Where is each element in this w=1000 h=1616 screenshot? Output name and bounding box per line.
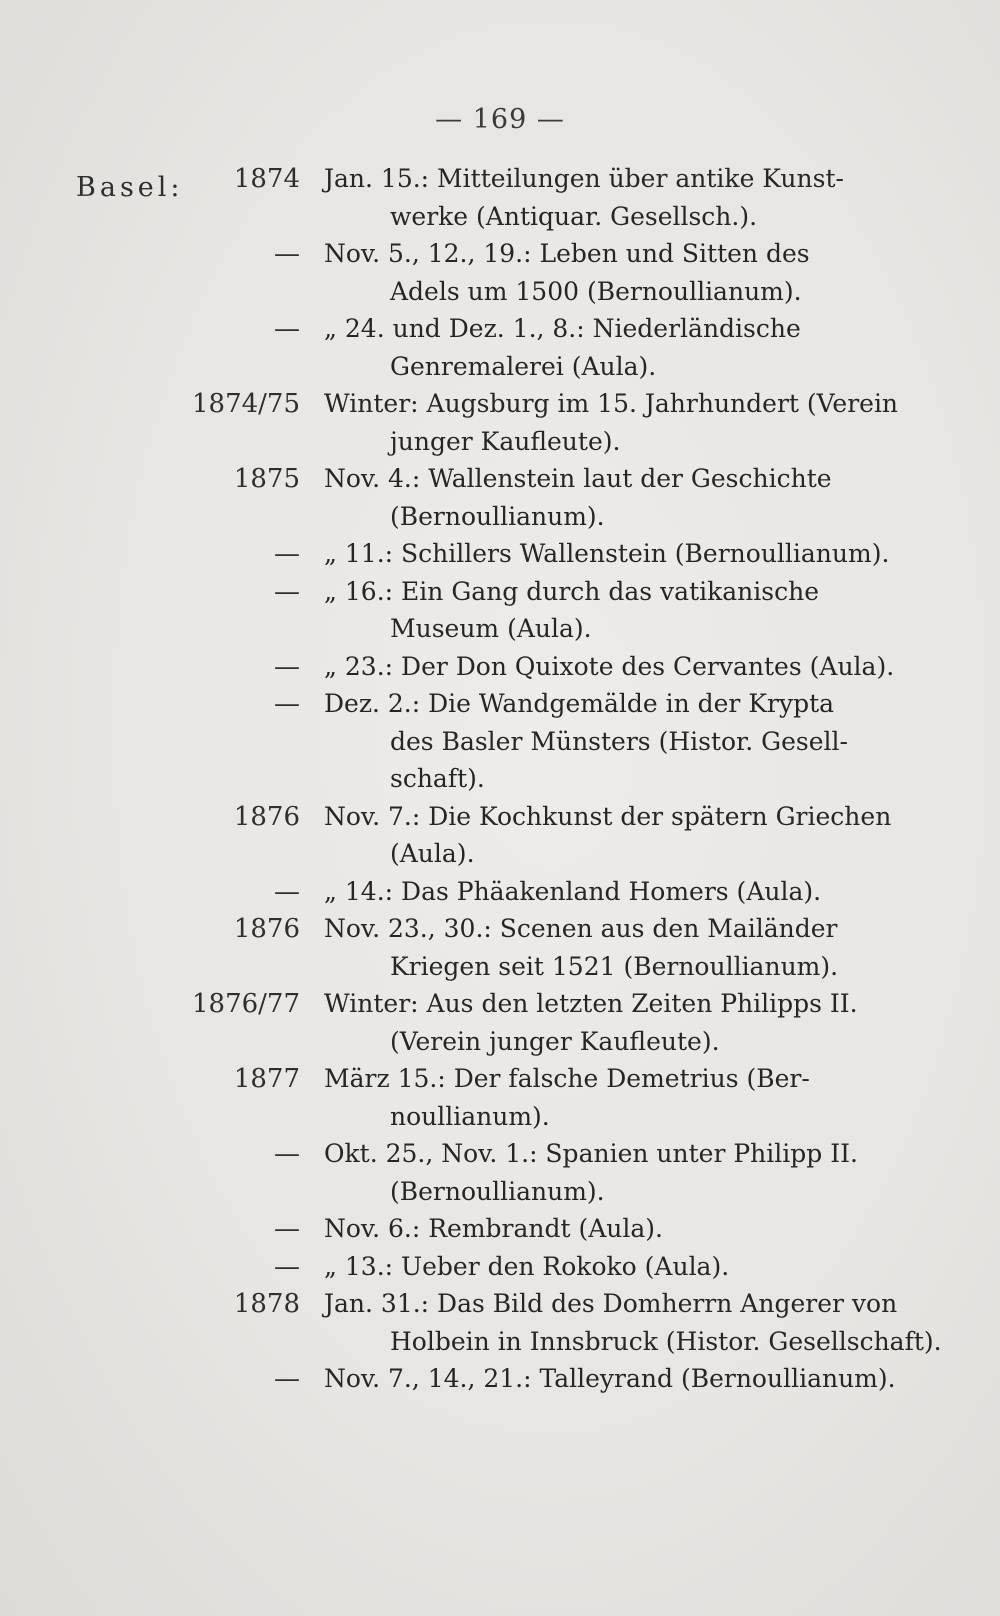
lecture-entry (0, 1135, 1000, 1210)
entry-line: Genremalerei (Aula). (390, 351, 657, 381)
entry-line: schaft). (390, 764, 485, 793)
entry-line: junger Kaufleute). (390, 426, 621, 456)
entry-year: — (274, 576, 300, 607)
entry-text (324, 573, 864, 648)
city-label: Basel: (76, 172, 184, 203)
lecture-entry (0, 685, 1000, 798)
entry-year: — (274, 314, 300, 344)
entry-line: „ 11.: Schillers Wallenstein (Bernoullianum). (324, 539, 890, 568)
entry-text (324, 310, 864, 385)
entry-line: Dez. 2.: Die Wandgemälde in der Krypta (324, 689, 835, 718)
entry-year: 1877 (233, 1064, 300, 1094)
entry-text (324, 1060, 864, 1135)
lecture-entry (0, 310, 1000, 385)
entry-text (324, 1135, 864, 1210)
lecture-entry (0, 385, 1000, 460)
entry-text (324, 1285, 942, 1360)
entry-year: — (274, 1139, 300, 1169)
lecture-entry (0, 235, 1000, 310)
entry-line: Nov. 4.: Wallenstein laut der Geschichte (324, 464, 832, 493)
entry-text (324, 160, 864, 235)
entry-line: Winter: Augsburg im 15. Jahrhundert (Verein (324, 389, 899, 418)
entry-line: werke (Antiquar. Gesellsch.). (390, 201, 758, 231)
entry-text (324, 1360, 896, 1398)
entry-text (324, 648, 895, 686)
entry-line: „ 13.: Ueber den Rokoko (Aula). (324, 1251, 730, 1281)
entry-line: (Aula). (390, 839, 475, 868)
lecture-entry (0, 535, 1000, 573)
entry-text (324, 798, 892, 873)
entry-year: — (274, 876, 300, 907)
entry-line: Okt. 25., Nov. 1.: Spanien unter Philipp II. (324, 1139, 858, 1168)
entry-year: — (274, 651, 300, 682)
entry-line: „ 14.: Das Phäakenland Homers (Aula). (324, 876, 822, 906)
entry-year: — (274, 1214, 300, 1244)
lecture-entry (0, 1060, 1000, 1135)
entry-year: 1876 (233, 801, 300, 832)
entry-line: Nov. 23., 30.: Scenen aus den Mailänder (324, 914, 838, 943)
entry-line: Kriegen seit 1521 (Bernoullianum). (390, 951, 839, 981)
entry-line: Museum (Aula). (390, 614, 592, 643)
entry-line: Jan. 15.: Mitteilungen über antike Kunst- (324, 164, 844, 193)
entry-line: (Verein junger Kaufleute). (390, 1026, 720, 1056)
lecture-list (0, 160, 1000, 1398)
lecture-entry (0, 1210, 1000, 1248)
entry-year: 1878 (233, 1289, 300, 1319)
entry-year: — (274, 539, 300, 569)
entry-year: 1875 (233, 464, 300, 494)
entry-line: Adels um 1500 (Bernoullianum). (390, 276, 802, 306)
entry-year: — (274, 1364, 300, 1394)
entry-year: — (274, 689, 300, 719)
entry-year: 1874 (233, 164, 300, 194)
lecture-entry (0, 648, 1000, 686)
entry-line: Holbein in Innsbruck (Histor. Gesellschaft). (390, 1326, 942, 1356)
entry-line: (Bernoullianum). (390, 501, 605, 531)
entry-line: Nov. 7., 14., 21.: Talleyrand (Bernoullianum). (324, 1364, 896, 1393)
entry-year: 1876 (233, 914, 300, 944)
entry-line: „ 24. und Dez. 1., 8.: Niederländische (324, 314, 801, 343)
entry-year: — (274, 239, 300, 269)
entry-text (324, 385, 899, 460)
entry-text (324, 1248, 864, 1286)
entry-line: März 15.: Der falsche Demetrius (Ber- (324, 1064, 810, 1093)
entry-year: 1874/75 (191, 389, 300, 419)
entry-text (324, 873, 864, 911)
lecture-entry (0, 910, 1000, 985)
entry-text (324, 535, 890, 573)
entry-line: Jan. 31.: Das Bild des Domherrn Angerer von (324, 1289, 898, 1318)
entry-line: „ 23.: Der Don Quixote des Cervantes (Aula). (324, 651, 895, 681)
entry-line: Nov. 7.: Die Kochkunst der spätern Griechen (324, 801, 892, 831)
lecture-entry (0, 1360, 1000, 1398)
entry-text (324, 910, 864, 985)
lecture-entry (0, 573, 1000, 648)
entry-line: Winter: Aus den letzten Zeiten Philipps II. (324, 989, 858, 1018)
lecture-entry (0, 160, 1000, 235)
entry-text (324, 235, 864, 310)
lecture-entry (0, 873, 1000, 911)
entry-line: Nov. 5., 12., 19.: Leben und Sitten des (324, 239, 810, 268)
entry-year: 1876/77 (191, 989, 300, 1019)
entry-year: — (274, 1251, 300, 1282)
lecture-entry (0, 460, 1000, 535)
entry-text (324, 685, 864, 798)
lecture-entry (0, 985, 1000, 1060)
entry-line: Nov. 6.: Rembrandt (Aula). (324, 1214, 663, 1243)
entry-line: noullianum). (390, 1101, 550, 1131)
entry-line: des Basler Münsters (Histor. Gesell- (390, 726, 848, 756)
lecture-entry (0, 798, 1000, 873)
entry-text (324, 1210, 864, 1248)
entry-text (324, 460, 864, 535)
entry-text (324, 985, 864, 1060)
lecture-entry (0, 1285, 1000, 1360)
entry-line: (Bernoullianum). (390, 1176, 605, 1206)
entry-line: „ 16.: Ein Gang durch das vatikanische (324, 576, 819, 606)
page-number: — 169 — (435, 104, 565, 135)
lecture-entry (0, 1248, 1000, 1286)
